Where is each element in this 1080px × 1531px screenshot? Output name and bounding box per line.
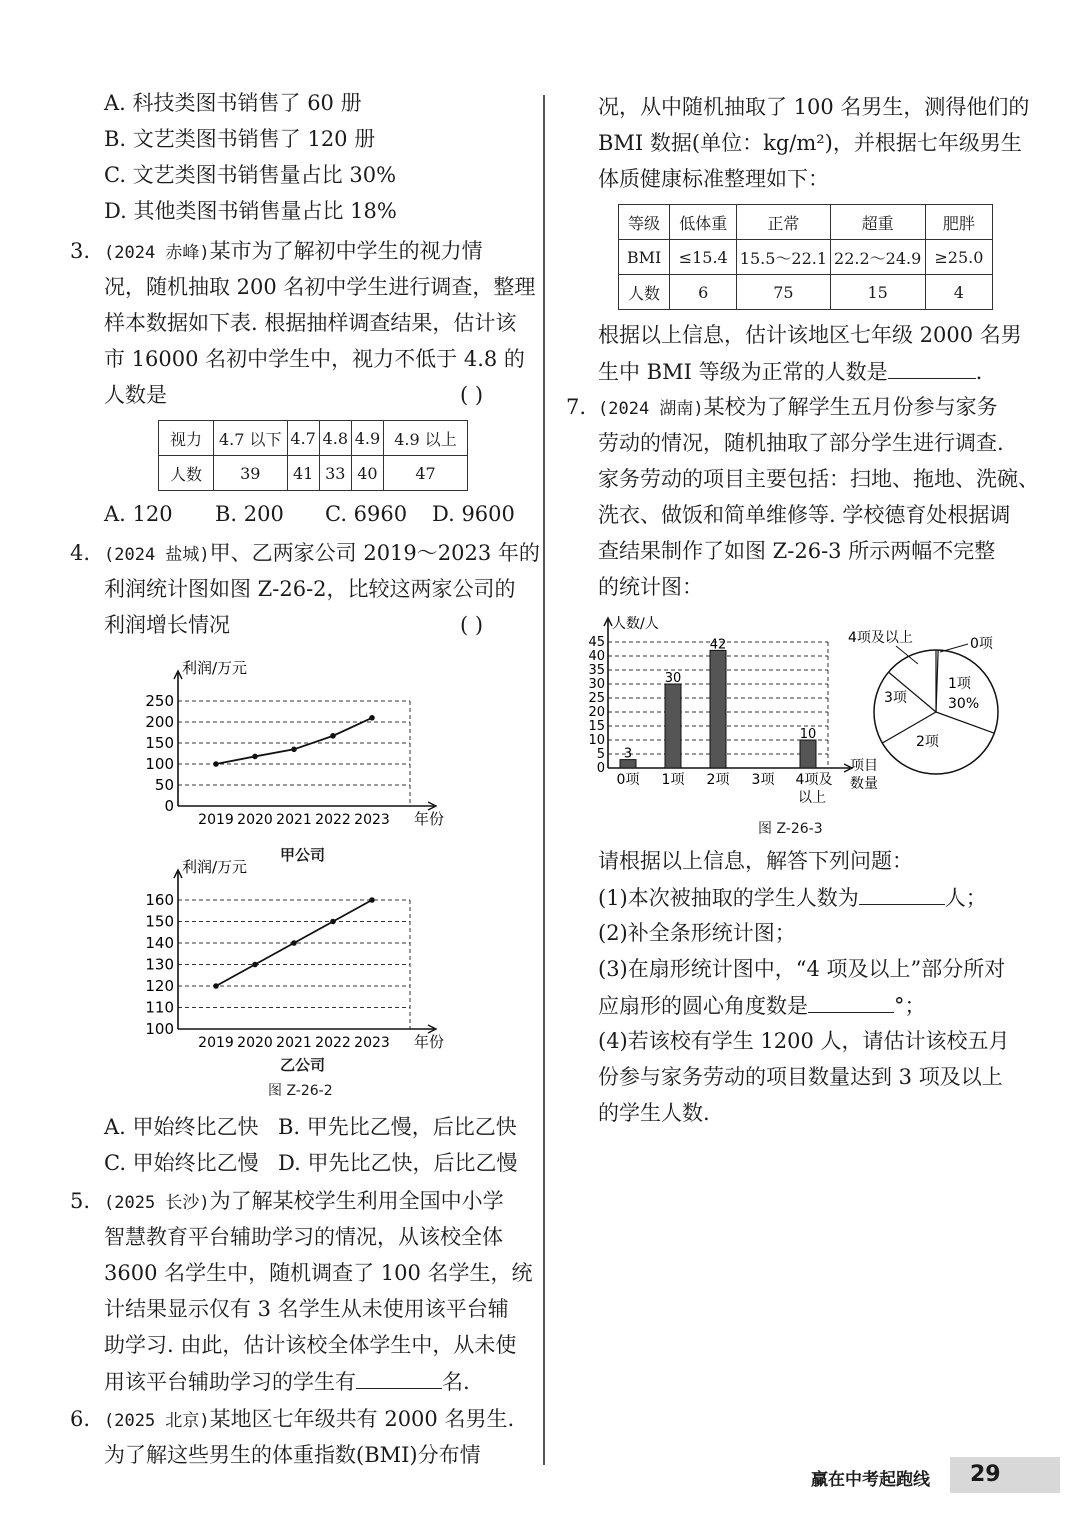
chart-pie-household-items xyxy=(848,622,1018,782)
data-point xyxy=(369,897,375,903)
pie-label-3: 3项 xyxy=(884,690,907,706)
table-cell: 33 xyxy=(319,456,351,491)
y-tick-label: 10 xyxy=(588,733,605,748)
y-tick-label: 0 xyxy=(164,797,174,815)
q3-option-b: B. 200 xyxy=(215,502,284,526)
q6-line-7: 生中 BMI 等级为正常的人数是 . xyxy=(598,356,982,387)
q3-line-1: (2024 赤峰)某市为了解初中学生的视力情 xyxy=(104,239,483,263)
table-row xyxy=(619,205,993,240)
table-cell: 等级 xyxy=(619,205,670,240)
data-point xyxy=(252,754,258,760)
q6-answer-blank[interactable] xyxy=(888,356,976,379)
table-cell: 39 xyxy=(213,456,287,491)
y-axis-label: 利润/万元 xyxy=(182,659,248,677)
q2-option-a: A. 科技类图书销售了 60 册 xyxy=(104,91,362,115)
y-tick-label: 130 xyxy=(145,955,174,974)
x-axis-label-line-2: 数量 xyxy=(850,776,878,792)
q4-line-1: (2024 盐城)甲、乙两家公司 2019～2023 年的 xyxy=(104,541,540,565)
q3-option-c: C. 6960 xyxy=(325,502,408,526)
page-number: 29 xyxy=(950,1457,1060,1493)
data-point xyxy=(330,919,336,925)
y-axis-label: 利润/万元 xyxy=(182,858,248,876)
bar xyxy=(800,740,816,768)
x-tick-label: 0项 xyxy=(616,772,640,788)
y-tick-label: 150 xyxy=(145,912,174,931)
q6-line-4: BMI 数据(单位：kg/m²)，并根据七年级男生 xyxy=(598,131,1022,155)
q4-source: (2024 盐城) xyxy=(104,545,210,565)
x-tick-label: 2022 xyxy=(315,1035,351,1051)
q7-sub-4b: 份参与家务劳动的项目数量达到 3 项及以上 xyxy=(598,1065,1003,1089)
q5-line-1: (2025 长沙)为了解某校学生利用全国中小学 xyxy=(104,1189,504,1213)
footer-book-title: 赢在中考起跑线 xyxy=(811,1470,930,1490)
q3-line-4: 市 16000 名初中学生中，视力不低于 4.8 的 xyxy=(104,347,525,371)
y-tick-label: 200 xyxy=(145,713,174,731)
q7-number: 7. xyxy=(566,395,587,419)
y-tick-label: 160 xyxy=(145,891,174,909)
q5-answer-blank[interactable] xyxy=(356,1366,442,1389)
q7-sub-4c: 的学生人数. xyxy=(598,1101,710,1125)
q6-number: 6. xyxy=(70,1407,91,1431)
q4-option-c: C. 甲始终比乙慢 xyxy=(104,1151,259,1175)
data-point xyxy=(291,940,297,946)
x-tick-label: 3项 xyxy=(751,772,775,788)
q5-line-5: 助学习. 由此，估计该校全体学生中，从未使 xyxy=(104,1333,517,1357)
q3-vision-table xyxy=(158,420,468,491)
q6-line-2: 为了解这些男生的体重指数(BMI)分布情 xyxy=(104,1443,481,1467)
x-tick-label: 2021 xyxy=(276,812,312,828)
x-axis-label: 年份 xyxy=(414,810,445,828)
q4-option-a: A. 甲始终比乙快 xyxy=(104,1115,259,1139)
x-tick-label: 2023 xyxy=(354,812,390,828)
table-cell: 4.7 xyxy=(287,421,319,456)
q4-line-2: 利润统计图如图 Z-26-2，比较这两家公司的 xyxy=(104,577,516,601)
data-point xyxy=(213,761,219,767)
bar-value-label: 30 xyxy=(664,671,682,686)
y-tick-label: 100 xyxy=(145,755,174,773)
y-tick-label: 110 xyxy=(145,998,174,1017)
y-tick-label: 120 xyxy=(145,977,174,995)
table-cell: 肥胖 xyxy=(925,205,992,240)
table-cell: 超重 xyxy=(830,205,925,240)
y-tick-label: 20 xyxy=(588,705,605,720)
data-point xyxy=(369,715,375,721)
table-cell: 40 xyxy=(351,456,383,491)
q6-bmi-table xyxy=(618,204,993,310)
table-cell: 人数 xyxy=(159,456,214,491)
x-tick-label: 2021 xyxy=(276,1035,312,1051)
x-tick-label: 2019 xyxy=(198,812,234,828)
data-point xyxy=(330,733,336,739)
q7-sub-2: (2)补全条形统计图； xyxy=(598,921,796,945)
table-cell: ≥25.0 xyxy=(925,240,992,275)
q7-line-1: (2024 湖南)某校为了解学生五月份参与家务 xyxy=(598,395,998,419)
x-tick-label: 以上 xyxy=(798,790,826,806)
table-cell: 22.2～24.9 xyxy=(830,240,925,275)
q6-source: (2025 北京) xyxy=(104,1411,210,1431)
bar-value-label: 42 xyxy=(709,637,727,653)
table-row xyxy=(159,456,468,491)
q2-option-b: B. 文艺类图书销售了 120 册 xyxy=(104,127,376,151)
bar-value-label: 10 xyxy=(799,727,817,742)
table-row xyxy=(619,275,993,310)
pie-label-2: 2项 xyxy=(916,734,939,750)
q7-line-3: 家务劳动的项目主要包括：扫地、拖地、洗碗、 xyxy=(598,467,1039,491)
table-cell: 4.7 以下 xyxy=(213,421,287,456)
table-cell: 4.9 以上 xyxy=(383,421,467,456)
pie-label-1: 1项 xyxy=(948,676,971,692)
q7-line-4: 洗衣、做饭和简单维修等. 学校德育处根据调 xyxy=(598,503,1011,527)
q3-option-d: D. 9600 xyxy=(432,502,515,526)
q5-line-3: 3600 名学生中，随机调查了 100 名学生，统 xyxy=(104,1261,533,1285)
y-tick-label: 150 xyxy=(145,734,174,752)
x-tick-label: 1项 xyxy=(661,772,685,788)
q2-option-c: C. 文艺类图书销售量占比 30% xyxy=(104,163,397,187)
table-cell: 人数 xyxy=(619,275,670,310)
table-cell: ≤15.4 xyxy=(670,240,737,275)
q5-line-4: 计结果显示仅有 3 名学生从未使用该平台辅 xyxy=(104,1297,509,1321)
chart-jia-title: 甲公司 xyxy=(280,846,326,864)
q6-line-6: 根据以上信息，估计该地区七年级 2000 名男 xyxy=(598,323,1022,347)
q3-line-5: 人数是 xyxy=(104,383,167,407)
bar xyxy=(710,650,726,768)
q7-figure-caption: 图 Z-26-3 xyxy=(758,821,823,837)
q4-option-d: D. 甲先比乙快，后比乙慢 xyxy=(278,1151,518,1175)
y-tick-label: 25 xyxy=(588,691,605,706)
q3-number: 3. xyxy=(70,239,91,263)
table-row xyxy=(159,421,468,456)
x-tick-label: 4项及 xyxy=(795,772,833,788)
series-line xyxy=(216,718,372,764)
q7-intro: 请根据以上信息，解答下列问题： xyxy=(598,849,913,873)
y-tick-label: 250 xyxy=(145,692,174,710)
q4-line-3: 利润增长情况 xyxy=(104,613,230,637)
table-cell: 41 xyxy=(287,456,319,491)
table-cell: 15 xyxy=(830,275,925,310)
x-axis-label: 年份 xyxy=(414,1033,445,1051)
q5-number: 5. xyxy=(70,1189,91,1213)
pie-leader-line xyxy=(940,644,968,652)
q7-sub-3a: (3)在扇形统计图中，“4 项及以上”部分所对 xyxy=(598,957,1006,981)
y-tick-label: 35 xyxy=(588,663,605,678)
x-tick-label: 2023 xyxy=(354,1035,390,1051)
x-tick-label: 2022 xyxy=(315,812,351,828)
q3-option-a: A. 120 xyxy=(104,502,173,526)
x-axis-label-line-1: 项目 xyxy=(850,758,878,774)
table-cell: 47 xyxy=(383,456,467,491)
y-axis-label: 人数/人 xyxy=(612,616,659,632)
table-cell: 视力 xyxy=(159,421,214,456)
x-tick-label: 2019 xyxy=(198,1035,234,1051)
q6-line-3: 况，从中随机抽取了 100 名男生，测得他们的 xyxy=(598,95,1030,119)
y-tick-label: 45 xyxy=(588,635,605,650)
bar xyxy=(665,684,681,768)
q5-line-2: 智慧教育平台辅助学习的情况，从该校全体 xyxy=(104,1225,503,1249)
chart-company-yi xyxy=(140,858,470,1062)
y-tick-label: 30 xyxy=(588,677,605,692)
q7-source: (2024 湖南) xyxy=(598,399,704,419)
table-cell: 15.5～22.1 xyxy=(737,240,830,275)
table-cell: 4.8 xyxy=(319,421,351,456)
table-cell: BMI xyxy=(619,240,670,275)
y-tick-label: 50 xyxy=(154,776,174,794)
y-tick-label: 15 xyxy=(588,719,605,734)
q5-line-6: 用该平台辅助学习的学生有 名. xyxy=(104,1366,470,1397)
table-row xyxy=(619,240,993,275)
table-cell: 75 xyxy=(737,275,830,310)
q2-option-d: D. 其他类图书销售量占比 18% xyxy=(104,199,397,223)
q7-sub3-answer-blank[interactable] xyxy=(808,990,894,1013)
data-point xyxy=(213,983,219,989)
q3-answer-paren: ( ) xyxy=(460,383,484,407)
q5-source: (2025 长沙) xyxy=(104,1193,210,1213)
y-tick-label: 140 xyxy=(145,934,174,952)
x-tick-label: 2项 xyxy=(706,772,730,788)
x-tick-label: 2020 xyxy=(237,812,273,828)
q3-line-2: 况，随机抽取 200 名初中学生进行调查，整理 xyxy=(104,275,536,299)
q6-line-1: (2025 北京)某地区七年级共有 2000 名男生. xyxy=(104,1407,515,1431)
pie-label-1-percent: 30% xyxy=(948,696,980,712)
chart-company-jia xyxy=(140,650,470,850)
table-cell: 正常 xyxy=(737,205,830,240)
chart-yi-title: 乙公司 xyxy=(280,1056,326,1074)
q3-source: (2024 赤峰) xyxy=(104,243,210,263)
table-cell: 6 xyxy=(670,275,737,310)
q4-answer-paren: ( ) xyxy=(460,613,484,637)
pie-label-0: 0项 xyxy=(970,636,993,652)
table-cell: 4.9 xyxy=(351,421,383,456)
q7-sub-3b: 应扇形的圆心角度数是 °； xyxy=(598,990,926,1021)
x-tick-label: 2020 xyxy=(237,1035,273,1051)
chart-bar-household-items xyxy=(580,612,878,812)
q7-line-6: 的统计图： xyxy=(598,575,703,599)
table-cell: 低体重 xyxy=(670,205,737,240)
data-point xyxy=(291,747,297,753)
pie-label-4plus: 4项及以上 xyxy=(848,630,913,646)
q7-line-5: 查结果制作了如图 Z-26-3 所示两幅不完整 xyxy=(598,539,996,563)
y-tick-label: 100 xyxy=(145,1020,174,1038)
q7-sub-4a: (4)若该校有学生 1200 人，请估计该校五月 xyxy=(598,1029,1010,1053)
column-divider xyxy=(543,95,545,1465)
q7-sub-1: (1)本次被抽取的学生人数为 人； xyxy=(598,882,987,913)
q7-sub1-answer-blank[interactable] xyxy=(859,882,945,905)
q4-option-b: B. 甲先比乙慢，后比乙快 xyxy=(278,1115,517,1139)
y-tick-label: 0 xyxy=(596,761,605,776)
q4-figure-caption: 图 Z-26-2 xyxy=(268,1083,333,1099)
y-tick-label: 40 xyxy=(588,649,605,664)
y-tick-label: 5 xyxy=(596,747,605,762)
data-point xyxy=(252,962,258,968)
q3-line-3: 样本数据如下表. 根据抽样调查结果，估计该 xyxy=(104,311,517,335)
q6-line-5: 体质健康标准整理如下： xyxy=(598,167,829,191)
q4-number: 4. xyxy=(70,541,91,565)
q7-line-2: 劳动的情况，随机抽取了部分学生进行调查. xyxy=(598,431,1004,455)
bar-value-label: 3 xyxy=(623,746,633,762)
table-cell: 4 xyxy=(925,275,992,310)
